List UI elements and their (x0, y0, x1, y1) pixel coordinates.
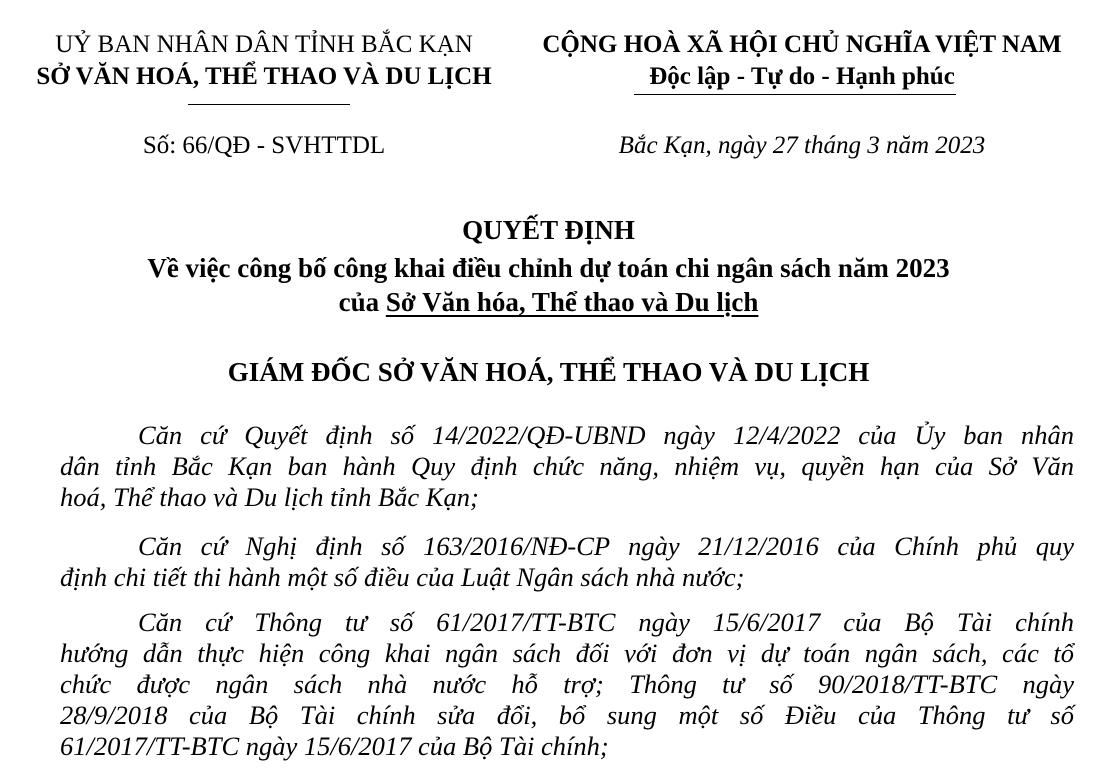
paragraph-line: dân tỉnh Bắc Kạn ban hành Quy định chức năng, nhiệm vụ, quyền hạn của Sở Văn (60, 451, 1074, 481)
legal-basis-paragraph-1 (60, 420, 1074, 513)
national-motto: Độc lập - Tự do - Hạnh phúc (649, 63, 955, 90)
legal-basis-paragraph-3 (60, 607, 1074, 762)
national-title: CỘNG HOÀ XÃ HỘI CHỦ NGHĨA VIỆT NAM (542, 31, 1062, 58)
paragraph-line: hoá, Thể thao và Du lịch tỉnh Bắc Kạn; (60, 482, 479, 512)
issuing-agency: UỶ BAN NHÂN DÂN TỈNH BẮC KẠN (55, 31, 473, 58)
paragraph-line: Căn cứ Thông tư số 61/2017/TT-BTC ngày 15/6/2017 của Bộ Tài chính (138, 607, 1074, 637)
legal-basis-paragraph-2 (60, 531, 1074, 593)
paragraph-line: 61/2017/TT-BTC ngày 15/6/2017 của Bộ Tài chính; (60, 731, 609, 761)
document-subject-line-2 (0, 286, 1097, 318)
paragraph-line: Căn cứ Nghị định số 163/2016/NĐ-CP ngày 21/12/2016 của Chính phủ quy (138, 531, 1074, 561)
paragraph-line: hướng dẫn thực hiện công khai ngân sách đối với đơn vị dự toán ngân sách, các tổ (60, 638, 1074, 668)
issuing-department: SỞ VĂN HOÁ, THỂ THAO VÀ DU LỊCH (36, 63, 492, 90)
left-header-rule (188, 104, 350, 105)
place-and-date: Bắc Kạn, ngày 27 tháng 3 năm 2023 (618, 132, 986, 159)
right-header-rule (634, 94, 956, 95)
paragraph-line: chức được ngân sách nhà nước hỗ trợ; Thông tư số 90/2018/TT-BTC ngày (60, 669, 1074, 699)
paragraph-line: 28/9/2018 của Bộ Tài chính sửa đổi, bổ sung một số Điều của Thông tư số (60, 700, 1074, 730)
subject-department-underlined: Sở Văn hóa, Thể thao và Du lịch (385, 287, 759, 317)
document-number: Số: 66/QĐ - SVHTTDL (142, 132, 386, 159)
document-subject-line-1: Về việc công bố công khai điều chỉnh dự toán chi ngân sách năm 2023 (147, 253, 950, 283)
document-type: QUYẾT ĐỊNH (462, 215, 635, 245)
paragraph-line: định chi tiết thi hành một số điều của Luật Ngân sách nhà nước; (60, 562, 745, 592)
issuer-title: GIÁM ĐỐC SỞ VĂN HOÁ, THỂ THAO VÀ DU LỊCH (227, 357, 870, 387)
subject-prefix: của (338, 287, 386, 317)
paragraph-line: Căn cứ Quyết định số 14/2022/QĐ-UBND ngày 12/4/2022 của Ủy ban nhân (138, 420, 1074, 450)
